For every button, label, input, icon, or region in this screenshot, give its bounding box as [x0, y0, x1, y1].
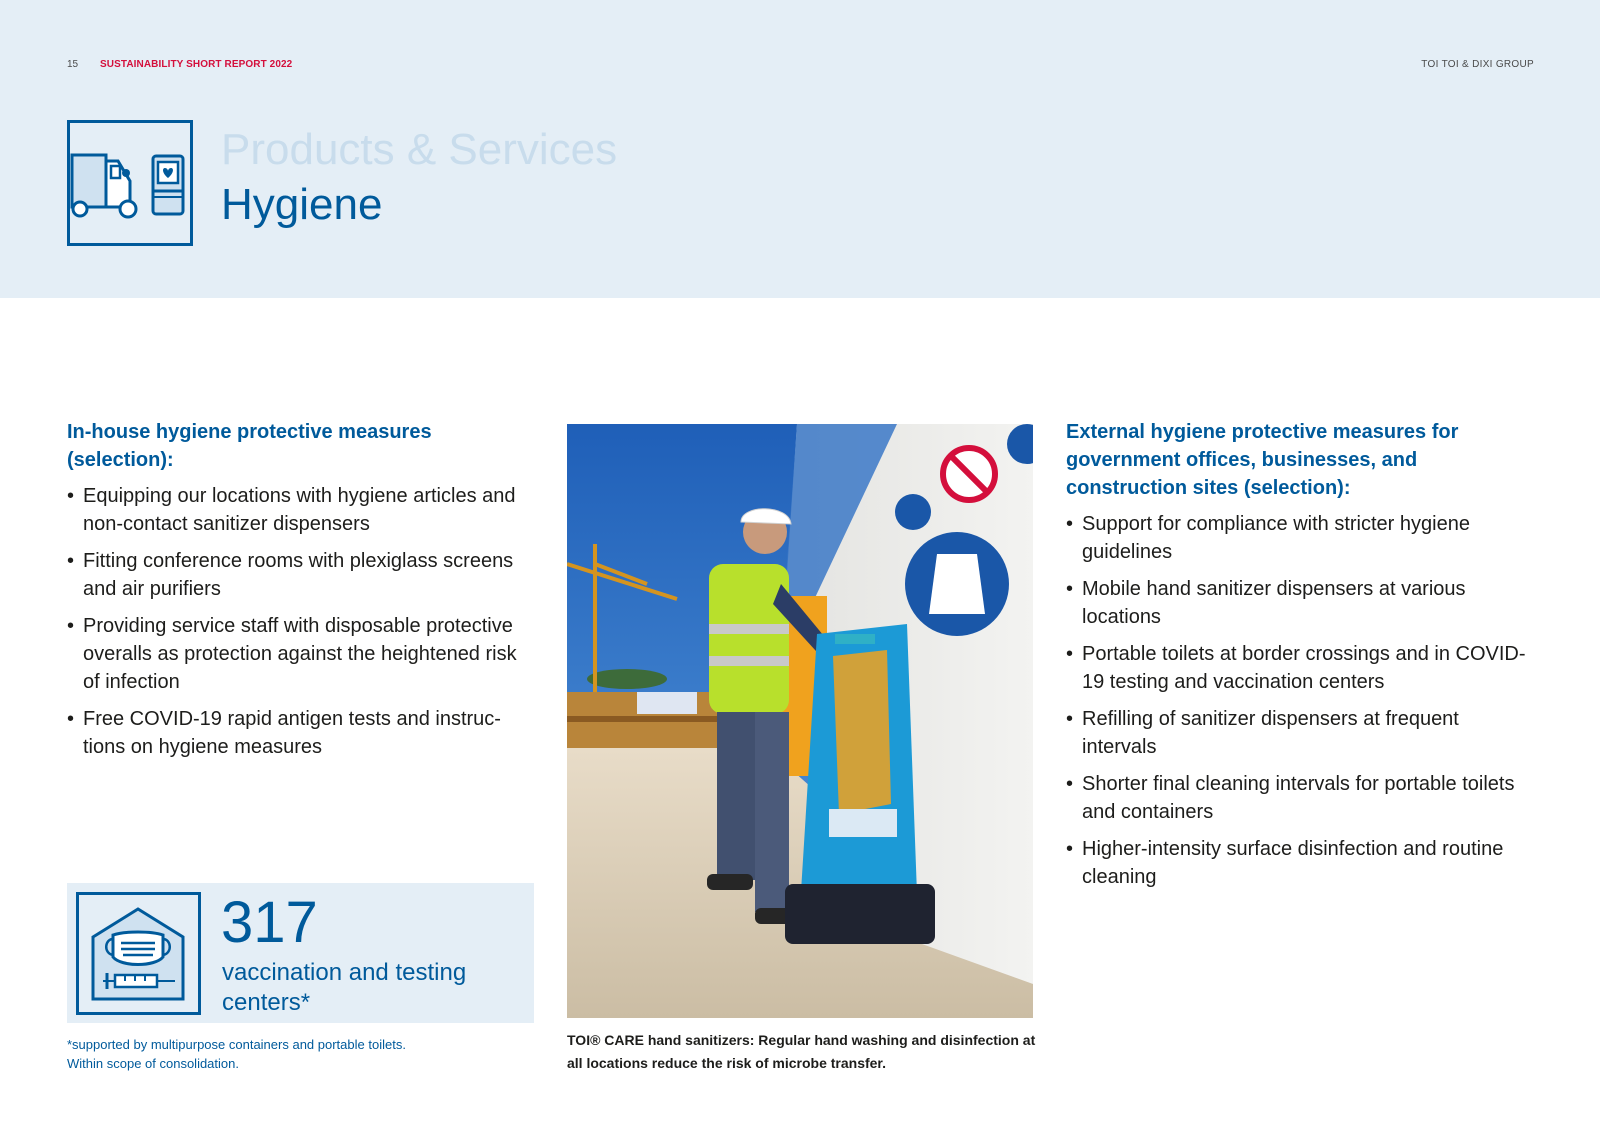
group-name: TOI TOI & DIXI GROUP [1421, 59, 1534, 70]
stat-label: vaccination and testing centers* [222, 959, 467, 1016]
list-item: • Portable toilets at border crossings and in COVID-19 testing and vaccination centers [1066, 640, 1536, 696]
face-mask-syringe-icon [76, 892, 201, 1015]
stat-value: 317 [221, 890, 318, 955]
list-item: • Equipping our locations with hygiene articles and non-contact sanitizer dispensers [67, 482, 537, 538]
vaccination-centers-stat [67, 883, 534, 1023]
page-title: Hygiene [221, 180, 383, 229]
page-number: 15 [67, 59, 79, 70]
list-item: • Free COVID-19 rapid antigen tests and instruc-tions on hygiene measures [67, 705, 537, 761]
inhouse-measures-section [67, 418, 537, 770]
inhouse-measures-list [67, 482, 537, 761]
list-item: • Support for compliance with stricter hygiene guidelines [1066, 510, 1536, 566]
report-title: SUSTAINABILITY SHORT REPORT 2022 [100, 59, 293, 70]
list-item: • Higher-intensity surface disinfection and routine cleaning [1066, 835, 1536, 891]
external-measures-section [1066, 418, 1536, 900]
list-item: • Providing service staff with disposable protective overalls as protection against the heightened risk of infection [67, 612, 537, 696]
stat-footnote [67, 1035, 547, 1073]
list-item: • Refilling of sanitizer dispensers at frequent intervals [1066, 705, 1536, 761]
external-measures-heading: External hygiene protective measures for government offices, businesses, and construction sites (selection): [1066, 421, 1459, 499]
list-item: • Fitting conference rooms with plexiglass screens and air purifiers [67, 547, 537, 603]
list-item: • Mobile hand sanitizer dispensers at various locations [1066, 575, 1536, 631]
photo-caption: TOI® CARE hand sanitizers: Regular hand washing and disinfection at all locations reduce the risk of microbe transfer. [567, 1032, 1036, 1071]
footnote-line: *supported by multipurpose containers and portable toilets. [67, 1037, 406, 1052]
hand-sanitizer-photo [567, 424, 1033, 1018]
list-item: • Shorter final cleaning intervals for portable toilets and containers [1066, 770, 1536, 826]
inhouse-measures-heading: In-house hygiene protective measures (selection): [67, 421, 432, 471]
external-measures-list [1066, 510, 1536, 891]
footnote-line: Within scope of consolidation. [67, 1056, 239, 1071]
section-kicker: Products & Services [221, 125, 618, 174]
truck-and-sanitizer-icon [67, 120, 193, 246]
